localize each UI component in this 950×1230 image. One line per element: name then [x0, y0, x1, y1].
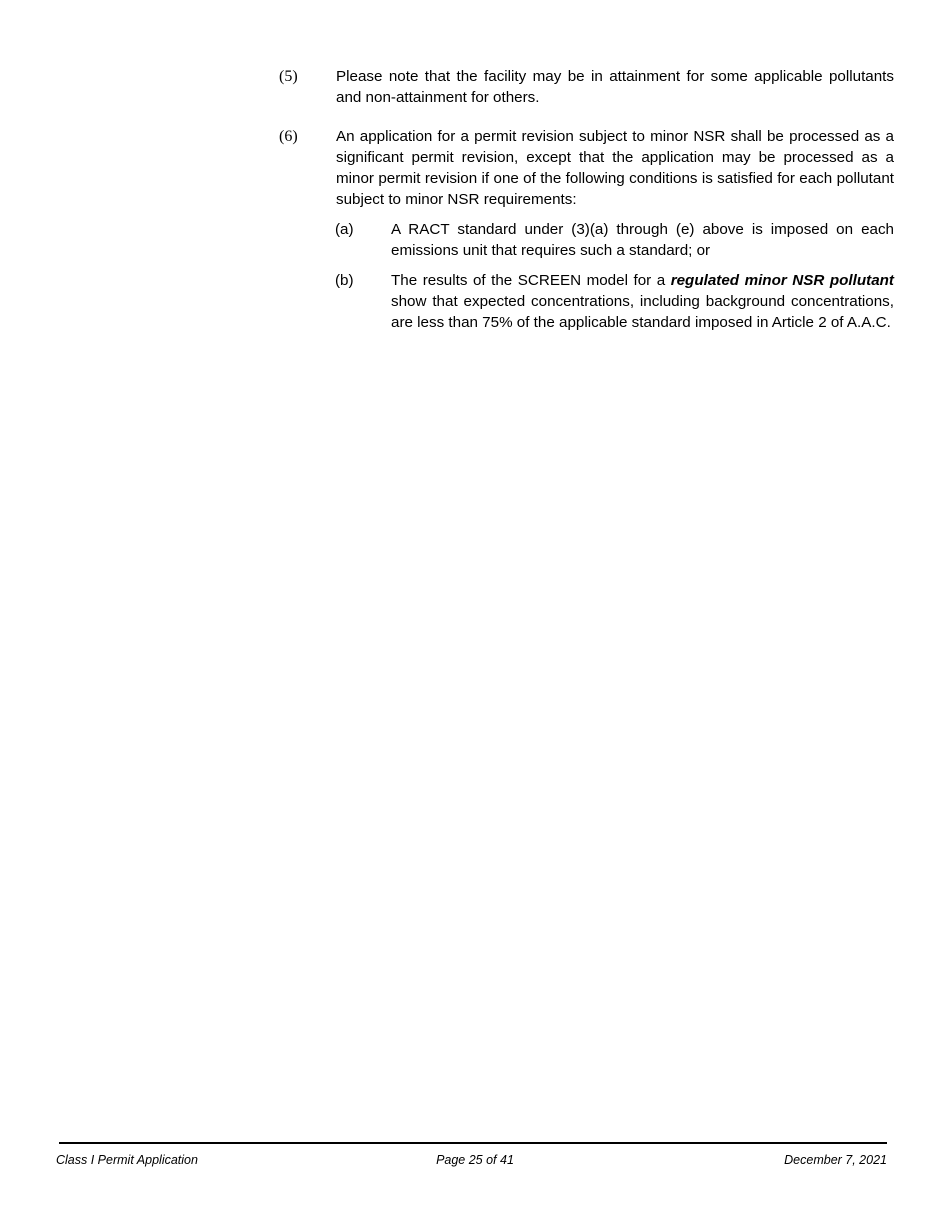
item-6-number: (6) [279, 128, 298, 145]
subitem-b-text [391, 270, 894, 333]
item-5-number: (5) [279, 68, 298, 85]
item-6-text: An application for a permit revision subject to minor NSR shall be processed as a significant permit revision, except that the application may be processed as a minor permit revision if one of the following conditions is satisfied for each pollutant subject to minor NSR requirements: [336, 128, 894, 208]
footer-document-title: Class I Permit Application [56, 1153, 198, 1167]
subitem-a-letter: (a) [335, 221, 354, 238]
subitem-b-text-before: The results of the SCREEN model for a [391, 272, 671, 289]
subitem-b-emphasis: regulated minor NSR pollutant [670, 272, 894, 289]
footer-date: December 7, 2021 [784, 1153, 887, 1167]
footer-page-number: Page 25 of 41 [436, 1153, 514, 1167]
subitem-b-text-after: show that expected concentrations, including background concentrations, are less than 75% of the applicable standard imposed in Article 2 of A.A.C. [391, 293, 894, 331]
footer-divider [59, 1142, 887, 1144]
subitem-b-letter: (b) [335, 272, 354, 289]
subitem-a-text: A RACT standard under (3)(a) through (e) above is imposed on each emissions unit that requires such a standard; or [391, 221, 894, 259]
item-5-text: Please note that the facility may be in attainment for some applicable pollutants and non-attainment for others. [336, 68, 894, 106]
